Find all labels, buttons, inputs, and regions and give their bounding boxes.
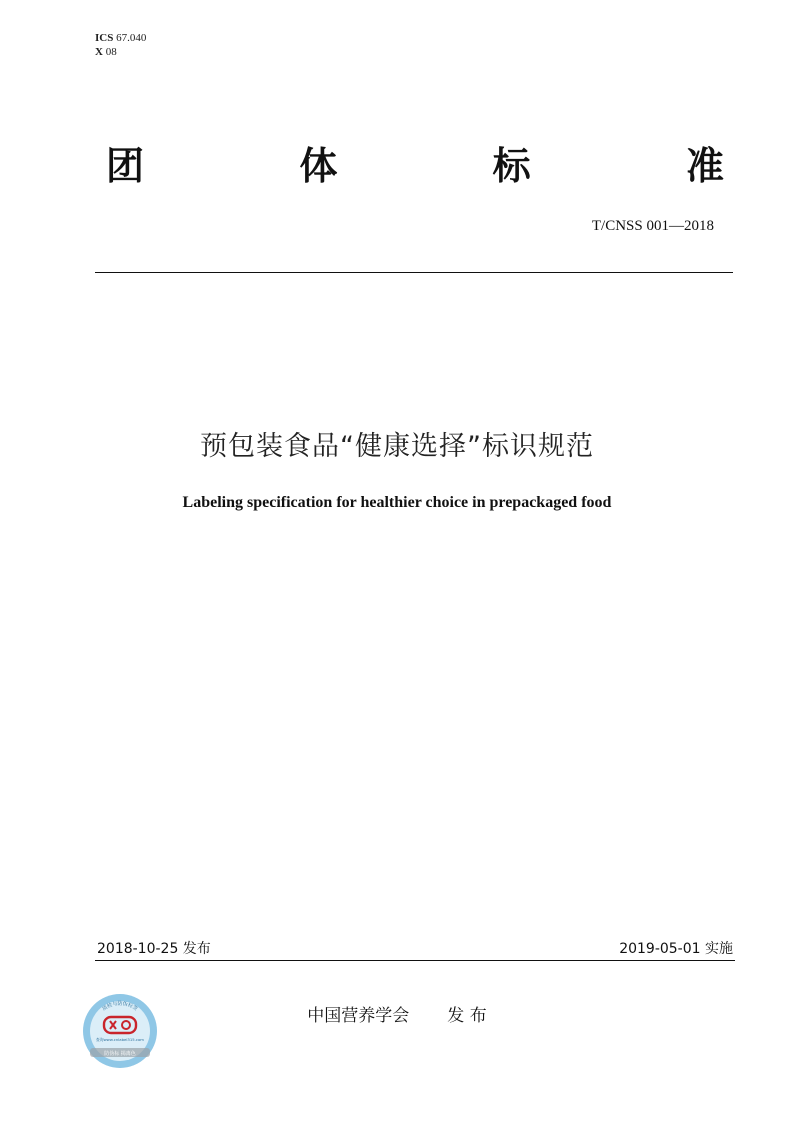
ics-code: ICS 67.040 [95, 32, 147, 44]
title-chinese: 预包装食品“健康选择”标识规范 [200, 431, 594, 462]
seal-mid-text: 查询www.cnlabel315.com [95, 1037, 145, 1042]
doc-type-char-4: 准 [685, 144, 724, 188]
doc-type-char-1: 团 [106, 144, 145, 188]
document-type-heading [106, 140, 724, 192]
title-english: Labeling specification for healthier choice in prepackaged food [182, 494, 612, 511]
effective-date: 2019-05-01 实施 [619, 941, 733, 957]
ics-block [95, 31, 146, 59]
anti-counterfeit-seal-icon [82, 993, 158, 1069]
issue-date: 2018-10-25 发布 [97, 941, 211, 957]
bottom-divider [95, 960, 735, 961]
top-divider [95, 272, 733, 273]
class-code: X 08 [95, 46, 117, 58]
doc-type-char-2: 体 [299, 144, 338, 188]
seal-bottom-text: 防伪标 揭离色 [104, 1051, 136, 1057]
publisher-name: 中国营养学会 [307, 1006, 410, 1026]
publisher-action: 发 布 [447, 1006, 487, 1026]
doc-type-char-3: 标 [492, 144, 531, 188]
seal-top-text: 质检与防伪标签 [101, 1001, 139, 1013]
standard-number: T/CNSS 001—2018 [591, 218, 714, 234]
